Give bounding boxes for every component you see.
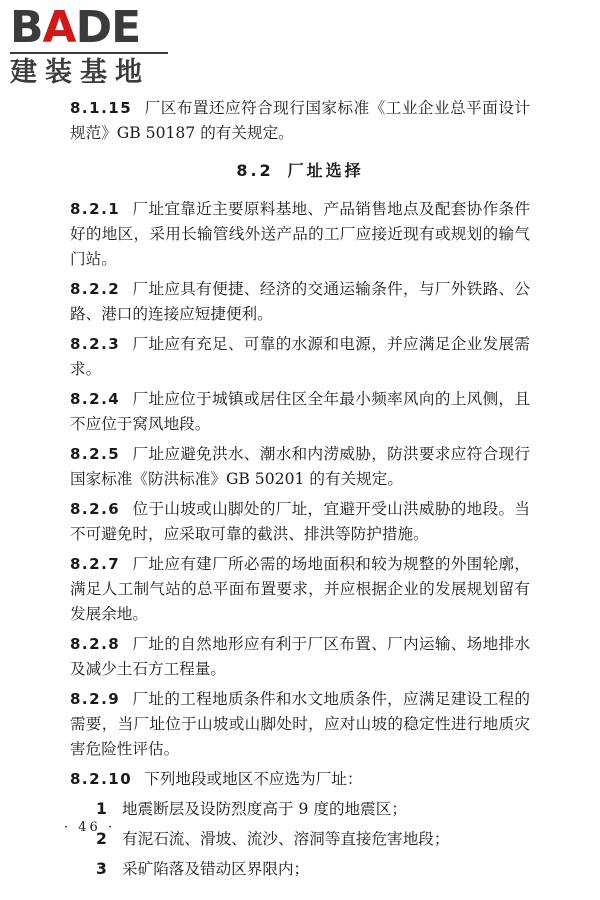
clause-8-2-6 bbox=[70, 497, 530, 547]
clause-text: 厂址的工程地质条件和水文地质条件，应满足建设工程的需要，当厂址位于山坡或山脚处时，应对山坡的稳定性进行地质灾害危险性评估。 bbox=[70, 690, 530, 758]
clause-8-2-4 bbox=[70, 387, 530, 437]
clause-text: 厂址应位于城镇或居住区全年最小频率风向的上风侧，且不应位于窝风地段。 bbox=[70, 390, 530, 433]
list-item-text: 有泥石流、滑坡、流沙、溶洞等直接危害地段； bbox=[122, 830, 450, 848]
clause-number: 8.2.1 bbox=[70, 200, 121, 218]
clause-text: 厂址的自然地形应有利于厂区布置、厂内运输、场地排水及减少土石方工程量。 bbox=[70, 635, 530, 678]
clause-number: 8.2.9 bbox=[70, 690, 121, 708]
clause-text: 厂区布置还应符合现行国家标准《工业企业总平面设计规范》GB 50187 的有关规定。 bbox=[70, 99, 530, 142]
clause-text: 厂址应具有便捷、经济的交通运输条件，与厂外铁路、公路、港口的连接应短捷便利。 bbox=[70, 280, 530, 323]
page-number: · 46 · bbox=[64, 820, 116, 835]
clause-8-2-1 bbox=[70, 197, 530, 272]
section-title-text: 厂址选择 bbox=[287, 161, 364, 180]
clause-number: 8.2.6 bbox=[70, 500, 121, 518]
clause-8-2-9 bbox=[70, 687, 530, 762]
list-item-number: 3 bbox=[96, 860, 107, 878]
clause-text: 厂址应有建厂所必需的场地面积和较为规整的外围轮廓，满足人工制气站的总平面布置要求，并应根据企业的发展规划留有发展余地。 bbox=[70, 555, 530, 623]
clause-8-2-2 bbox=[70, 277, 530, 327]
section-number: 8.2 bbox=[236, 161, 274, 180]
section-heading bbox=[70, 158, 530, 183]
list-item bbox=[70, 857, 530, 882]
logo-wordmark: BADE bbox=[10, 2, 141, 53]
clause-number: 8.2.8 bbox=[70, 635, 121, 653]
clause-text: 下列地段或地区不应选为厂址： bbox=[144, 770, 363, 788]
clause-8-2-10 bbox=[70, 767, 530, 792]
clause-text: 厂址宜靠近主要原料基地、产品销售地点及配套协作条件好的地区，采用长输管线外送产品的工厂应接近现有或规划的输气门站。 bbox=[70, 200, 530, 268]
list-item bbox=[70, 827, 530, 852]
list-item-text: 采矿陷落及错动区界限内； bbox=[122, 860, 310, 878]
clause-text: 位于山坡或山脚处的厂址，宜避开受山洪威胁的地段。当不可避免时，应采取可靠的截洪、排洪等防护措施。 bbox=[70, 500, 530, 543]
clause-number: 8.2.3 bbox=[70, 335, 121, 353]
clause-text: 厂址应避免洪水、潮水和内涝威胁，防洪要求应符合现行国家标准《防洪标准》GB 50201 的有关规定。 bbox=[70, 445, 530, 488]
clause-number: 8.2.2 bbox=[70, 280, 121, 298]
clause-text: 厂址应有充足、可靠的水源和电源，并应满足企业发展需求。 bbox=[70, 335, 530, 378]
clause-8-2-5 bbox=[70, 442, 530, 492]
clause-8-2-8 bbox=[70, 632, 530, 682]
bade-logo bbox=[10, 2, 180, 96]
list-item-number: 2 bbox=[96, 830, 107, 848]
clause-8-1-15 bbox=[70, 96, 530, 146]
clause-number: 8.1.15 bbox=[70, 99, 133, 117]
clause-number: 8.2.5 bbox=[70, 445, 121, 463]
document-body bbox=[70, 96, 530, 882]
list-item-text: 地震断层及设防烈度高于 9 度的地震区； bbox=[122, 800, 407, 818]
clause-8-2-7 bbox=[70, 552, 530, 627]
list-item bbox=[70, 797, 530, 822]
clause-number: 8.2.4 bbox=[70, 390, 121, 408]
clause-number: 8.2.7 bbox=[70, 555, 121, 573]
clause-8-2-3 bbox=[70, 332, 530, 382]
logo-chinese-text: 建装基地 bbox=[10, 57, 150, 88]
clause-number: 8.2.10 bbox=[70, 770, 133, 788]
list-item-number: 1 bbox=[96, 800, 107, 818]
